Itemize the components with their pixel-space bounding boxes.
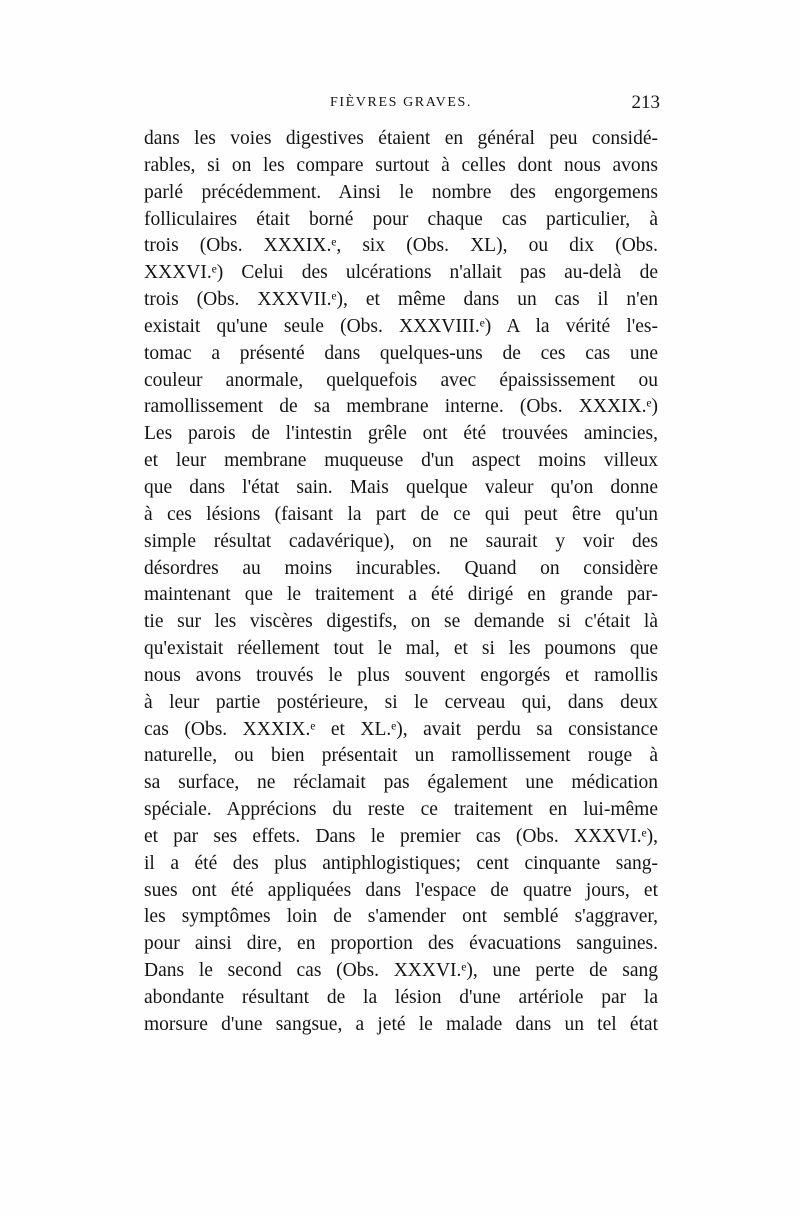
text-line: trois (Obs. XXXIX.ᵉ, six (Obs. XL), ou dix (Obs. [144,235,658,257]
text-line: tomac a présenté dans quelques-uns de ces cas une [144,342,658,364]
text-line: qu'existait réellement tout le mal, et si les poumons que [144,638,658,660]
text-line: naturelle, ou bien présentait un ramollissement rouge à [144,745,658,767]
text-line: sa surface, ne réclamait pas également une médication [144,772,658,794]
text-line: et par ses effets. Dans le premier cas (Obs. XXXVI.ᵉ), [144,825,658,847]
text-line: Dans le second cas (Obs. XXXVI.ᵉ), une perte de sang [144,960,658,982]
text-line: à leur partie postérieure, si le cerveau qui, dans deux [144,691,658,713]
text-line: abondante résultant de la lésion d'une artériole par la [144,987,658,1008]
text-line: rables, si on les compare surtout à celles dont nous avons [144,154,658,176]
text-line: folliculaires était borné pour chaque cas particulier, à [144,208,658,230]
text-line: maintenant que le traitement a été dirigé en grande par- [144,584,658,606]
text-line: existait qu'une seule (Obs. XXXVIII.ᵉ) A la vérité l'es- [144,315,658,337]
text-line: tie sur les viscères digestifs, on se demande si c'était là [144,611,658,633]
text-line: il a été des plus antiphlogistiques; cent cinquante sang- [144,852,658,874]
text-line: couleur anormale, quelquefois avec épaississement ou [144,369,658,391]
text-line: désordres au moins incurables. Quand on considère [144,557,658,579]
text-line: cas (Obs. XXXIX.ᵉ et XL.ᵉ), avait perdu sa consistance [144,718,658,740]
text-line: sues ont été appliquées dans l'espace de quatre jours, et [144,879,658,901]
text-line: à ces lésions (faisant la part de ce qui peut être qu'un [144,503,658,525]
running-title: FIÈVRES GRAVES. [330,95,472,110]
text-line: et leur membrane muqueuse d'un aspect moins villeux [144,450,658,472]
text-line: morsure d'une sangsue, a jeté le malade dans un tel état [144,1013,658,1035]
text-line: nous avons trouvés le plus souvent engorgés et ramollis [144,664,658,686]
text-line: pour ainsi dire, en proportion des évacuations sanguines. [144,933,658,955]
text-line: simple résultat cadavérique), on ne saurait y voir des [144,530,658,552]
running-head [142,92,660,116]
text-line: parlé précédemment. Ainsi le nombre des engorgemens [144,181,658,203]
text-line: les symptômes loin de s'amender ont semblé s'aggraver, [144,906,658,928]
body-text [144,126,658,1039]
text-line: XXXVI.ᵉ) Celui des ulcérations n'allait pas au-delà de [144,262,658,284]
text-line: ramollissement de sa membrane interne. (Obs. XXXIX.ᵉ) [144,396,658,418]
text-line: dans les voies digestives étaient en général peu considé- [144,128,658,149]
text-line: spéciale. Apprécions du reste ce traitement en lui-même [144,799,658,821]
page-number: 213 [631,92,660,113]
text-line: que dans l'état sain. Mais quelque valeur qu'on donne [144,476,658,498]
text-line: Les parois de l'intestin grêle ont été trouvées amincies, [144,423,658,445]
text-line: trois (Obs. XXXVII.ᵉ), et même dans un cas il n'en [144,289,658,311]
